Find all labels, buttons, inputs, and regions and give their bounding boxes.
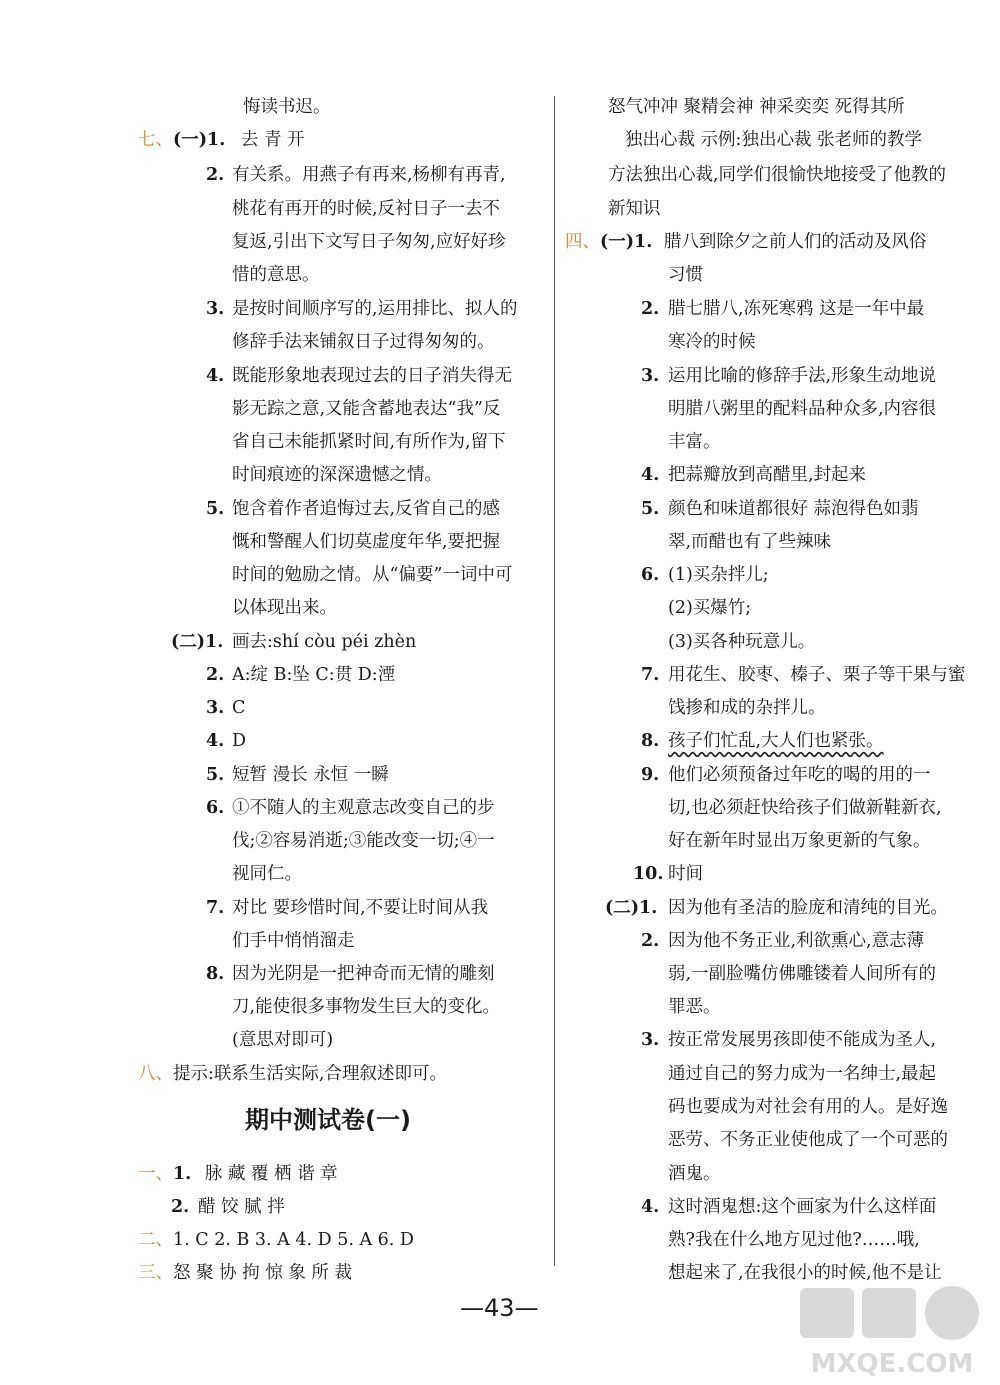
answer-text: 怒 聚 协 拘 惊 象 所 裁 [173,1263,352,1283]
answer-text: 提示:联系生活实际,合理叙述即可。 [173,1064,447,1084]
section-marker: 七、 [138,130,173,150]
answer-text: 既能形象地表现过去的日子消失得无 [232,366,512,386]
answer-text: 因为他不务正业,利欲熏心,意志薄 [668,931,925,951]
answer-text: 码也要成为对社会有用的人。是好逸 [668,1097,948,1117]
question-number: 2. [206,165,225,185]
answer-text: 时间 [668,864,703,884]
answer-text: A:绽 B:坠 C:贯 D:湮 [232,665,396,685]
section-marker: 四、 [565,232,600,252]
answer-text: 影无踪之意,又能含蓄地表达“我”反 [232,399,501,419]
question-number: 6. [641,565,660,585]
answer-text: 是按时间顺序写的,运用排比、拟人的 [232,299,518,319]
answer-text: 怒气冲冲 聚精会神 神采奕奕 死得其所 [608,97,905,117]
answer-text: 1. C 2. B 3. A 4. D 5. A 6. D [173,1230,414,1250]
answer-text: (3)买各种玩意儿。 [668,632,816,652]
section-marker: 二、 [138,1230,173,1250]
question-number: 2. [206,665,225,685]
question-number: (二)1. [171,632,224,652]
question-number: 4. [206,731,225,751]
answer-text: 他们必须预备过年吃的喝的用的一 [668,765,931,785]
question-number: 5. [206,499,225,519]
answer-text: 饯掺和成的杂拌儿。 [668,698,826,718]
question-number: 2. [171,1197,190,1217]
answer-text: 脉 藏 覆 栖 谐 章 [204,1164,338,1184]
page-number-value: 43 [484,1294,515,1322]
section-4-heading [565,231,926,253]
question-number: 8. [641,731,660,751]
question-number: 7. [206,898,225,918]
answer-text: 熟?我在什么地方见过他?……哦, [668,1230,920,1250]
section-marker: 三、 [138,1263,173,1283]
answer-text: 明腊八粥里的配料品种众多,内容很 [668,399,937,419]
question-number: 1. [173,1164,192,1184]
answer-text: 丰富。 [668,432,721,452]
answer-text: 因为他有圣洁的脸庞和清纯的目光。 [668,898,948,918]
answer-text: 翠,而醋也有了些辣味 [668,532,832,552]
answer-text: 习惯 [668,265,703,285]
answer-text: 腊八到除夕之前人们的活动及风俗 [663,232,927,252]
answer-text: 时间痕迹的深深遗憾之情。 [232,465,442,485]
answer-text: 好在新年时显出万象更新的气象。 [668,831,931,851]
answer-text: 刀,能使很多事物发生巨大的变化。 [232,997,501,1017]
answer-text: D [232,731,247,751]
answer-text: 颜色和味道都很好 蒜泡得色如翡 [668,499,919,519]
question-number: 5. [206,765,225,785]
answer-text: 恶劳、不务正业使他成了一个可恶的 [668,1130,948,1150]
answer-text: 通过自己的努力成为一名绅士,最起 [668,1064,937,1084]
answer-text: 新知识 [608,199,661,219]
question-number: 4. [641,465,660,485]
answer-text: 去 青 开 [240,130,305,150]
answer-text: 寒冷的时候 [668,332,756,352]
answer-text: 复返,引出下文写日子匆匆,应好好珍 [232,232,506,252]
answer-text: 有关系。用燕子有再来,杨柳有再青, [232,165,506,185]
section-marker: 一、 [138,1164,173,1184]
answer-text: 因为光阴是一把神奇而无情的雕刻 [232,964,495,984]
answer-text: 惜的意思。 [232,265,320,285]
answer-text: 想起来了,在我很小的时候,他不是让 [668,1263,942,1283]
answer-text: 运用比喻的修辞手法,形象生动地说 [668,366,937,386]
watermark-text: MXQE.COM [810,1349,974,1379]
answer-text: 们手中悄悄溜走 [232,931,355,951]
answer-text: 弱,一副脸嘴仿佛雕镂着人间所有的 [668,964,937,984]
question-number: 3. [641,366,660,386]
answer-text: 醋 饺 腻 拌 [198,1197,285,1217]
question-number: 6. [206,798,225,818]
question-number: 4. [206,366,225,386]
answer-text: 视同仁。 [232,864,302,884]
question-number: (二)1. [605,898,658,918]
answer-text: 这时酒鬼想:这个画家为什么这样面 [668,1197,937,1217]
answer-text: 以体现出来。 [232,598,337,618]
answer-text: C [232,698,246,718]
answer-text: ①不随人的主观意志改变自己的步 [232,798,495,818]
section-7-heading [138,129,305,151]
answer-text: 酒鬼。 [668,1164,721,1184]
watermark-logo [790,1282,995,1382]
answer-text: 罪恶。 [668,997,721,1017]
answer-text: (1)买杂拌儿; [668,565,769,585]
question-number: (一)1. [600,232,653,252]
question-number: 3. [641,1030,660,1050]
section-8-heading [138,1063,447,1085]
answer-text: 慨和警醒人们切莫虚度年华,要把握 [232,532,501,552]
exam-title: 期中测试卷(一) [245,1106,411,1134]
answer-text: 伐;②容易消逝;③能改变一切;④一 [232,831,495,851]
answer-text: 独出心裁 示例:独出心裁 张老师的教学 [625,130,923,150]
answer-text: 切,也必须赶快给孩子们做新鞋新衣, [668,798,942,818]
question-number: 4. [641,1197,660,1217]
question-number: (一)1. [173,130,226,150]
section-2-heading [138,1229,414,1251]
answer-text: 用花生、胶枣、榛子、栗子等干果与蜜 [668,665,966,685]
question-number: 2. [641,299,660,319]
question-number: 7. [641,665,660,685]
section-marker: 八、 [138,1064,173,1084]
text-line: 悔读书迟。 [243,97,331,117]
page-number: —43— [460,1294,539,1322]
question-number: 9. [641,765,660,785]
answer-text: 对比 要珍惜时间,不要让时间从我 [232,898,489,918]
answer-text: 按正常发展男孩即使不能成为圣人, [668,1030,937,1050]
answer-text: 画去:shí còu péi zhèn [232,632,417,652]
section-1-heading [138,1163,338,1185]
answer-text: 省自己未能抓紧时间,有所作为,留下 [232,432,506,452]
answer-text: 时间的勉励之情。从“偏要”一词中可 [232,565,513,585]
question-number: 3. [206,698,225,718]
answer-text: 桃花有再开的时候,反衬日子一去不 [232,199,501,219]
answer-text: 把蒜瓣放到高醋里,封起来 [668,465,867,485]
answer-text: 修辞手法来铺叙日子过得匆匆的。 [232,332,495,352]
wavy-underlined-answer: 孩子们忙乱,大人们也紧张。 [668,731,884,751]
question-number: 5. [641,499,660,519]
answer-text: 方法独出心裁,同学们很愉快地接受了他教的 [608,165,947,185]
question-number: 3. [206,299,225,319]
column-divider [554,96,555,1266]
answer-text: (2)买爆竹; [668,598,752,618]
question-number: 10. [633,864,664,884]
answer-text: 饱含着作者追悔过去,反省自己的感 [232,499,501,519]
answer-text: (意思对即可) [232,1030,334,1050]
question-number: 8. [206,964,225,984]
answer-text: 短暂 漫长 永恒 一瞬 [232,765,389,785]
question-number: 2. [641,931,660,951]
answer-text: 腊七腊八,冻死寒鸦 这是一年中最 [668,299,925,319]
section-3-heading [138,1262,352,1284]
